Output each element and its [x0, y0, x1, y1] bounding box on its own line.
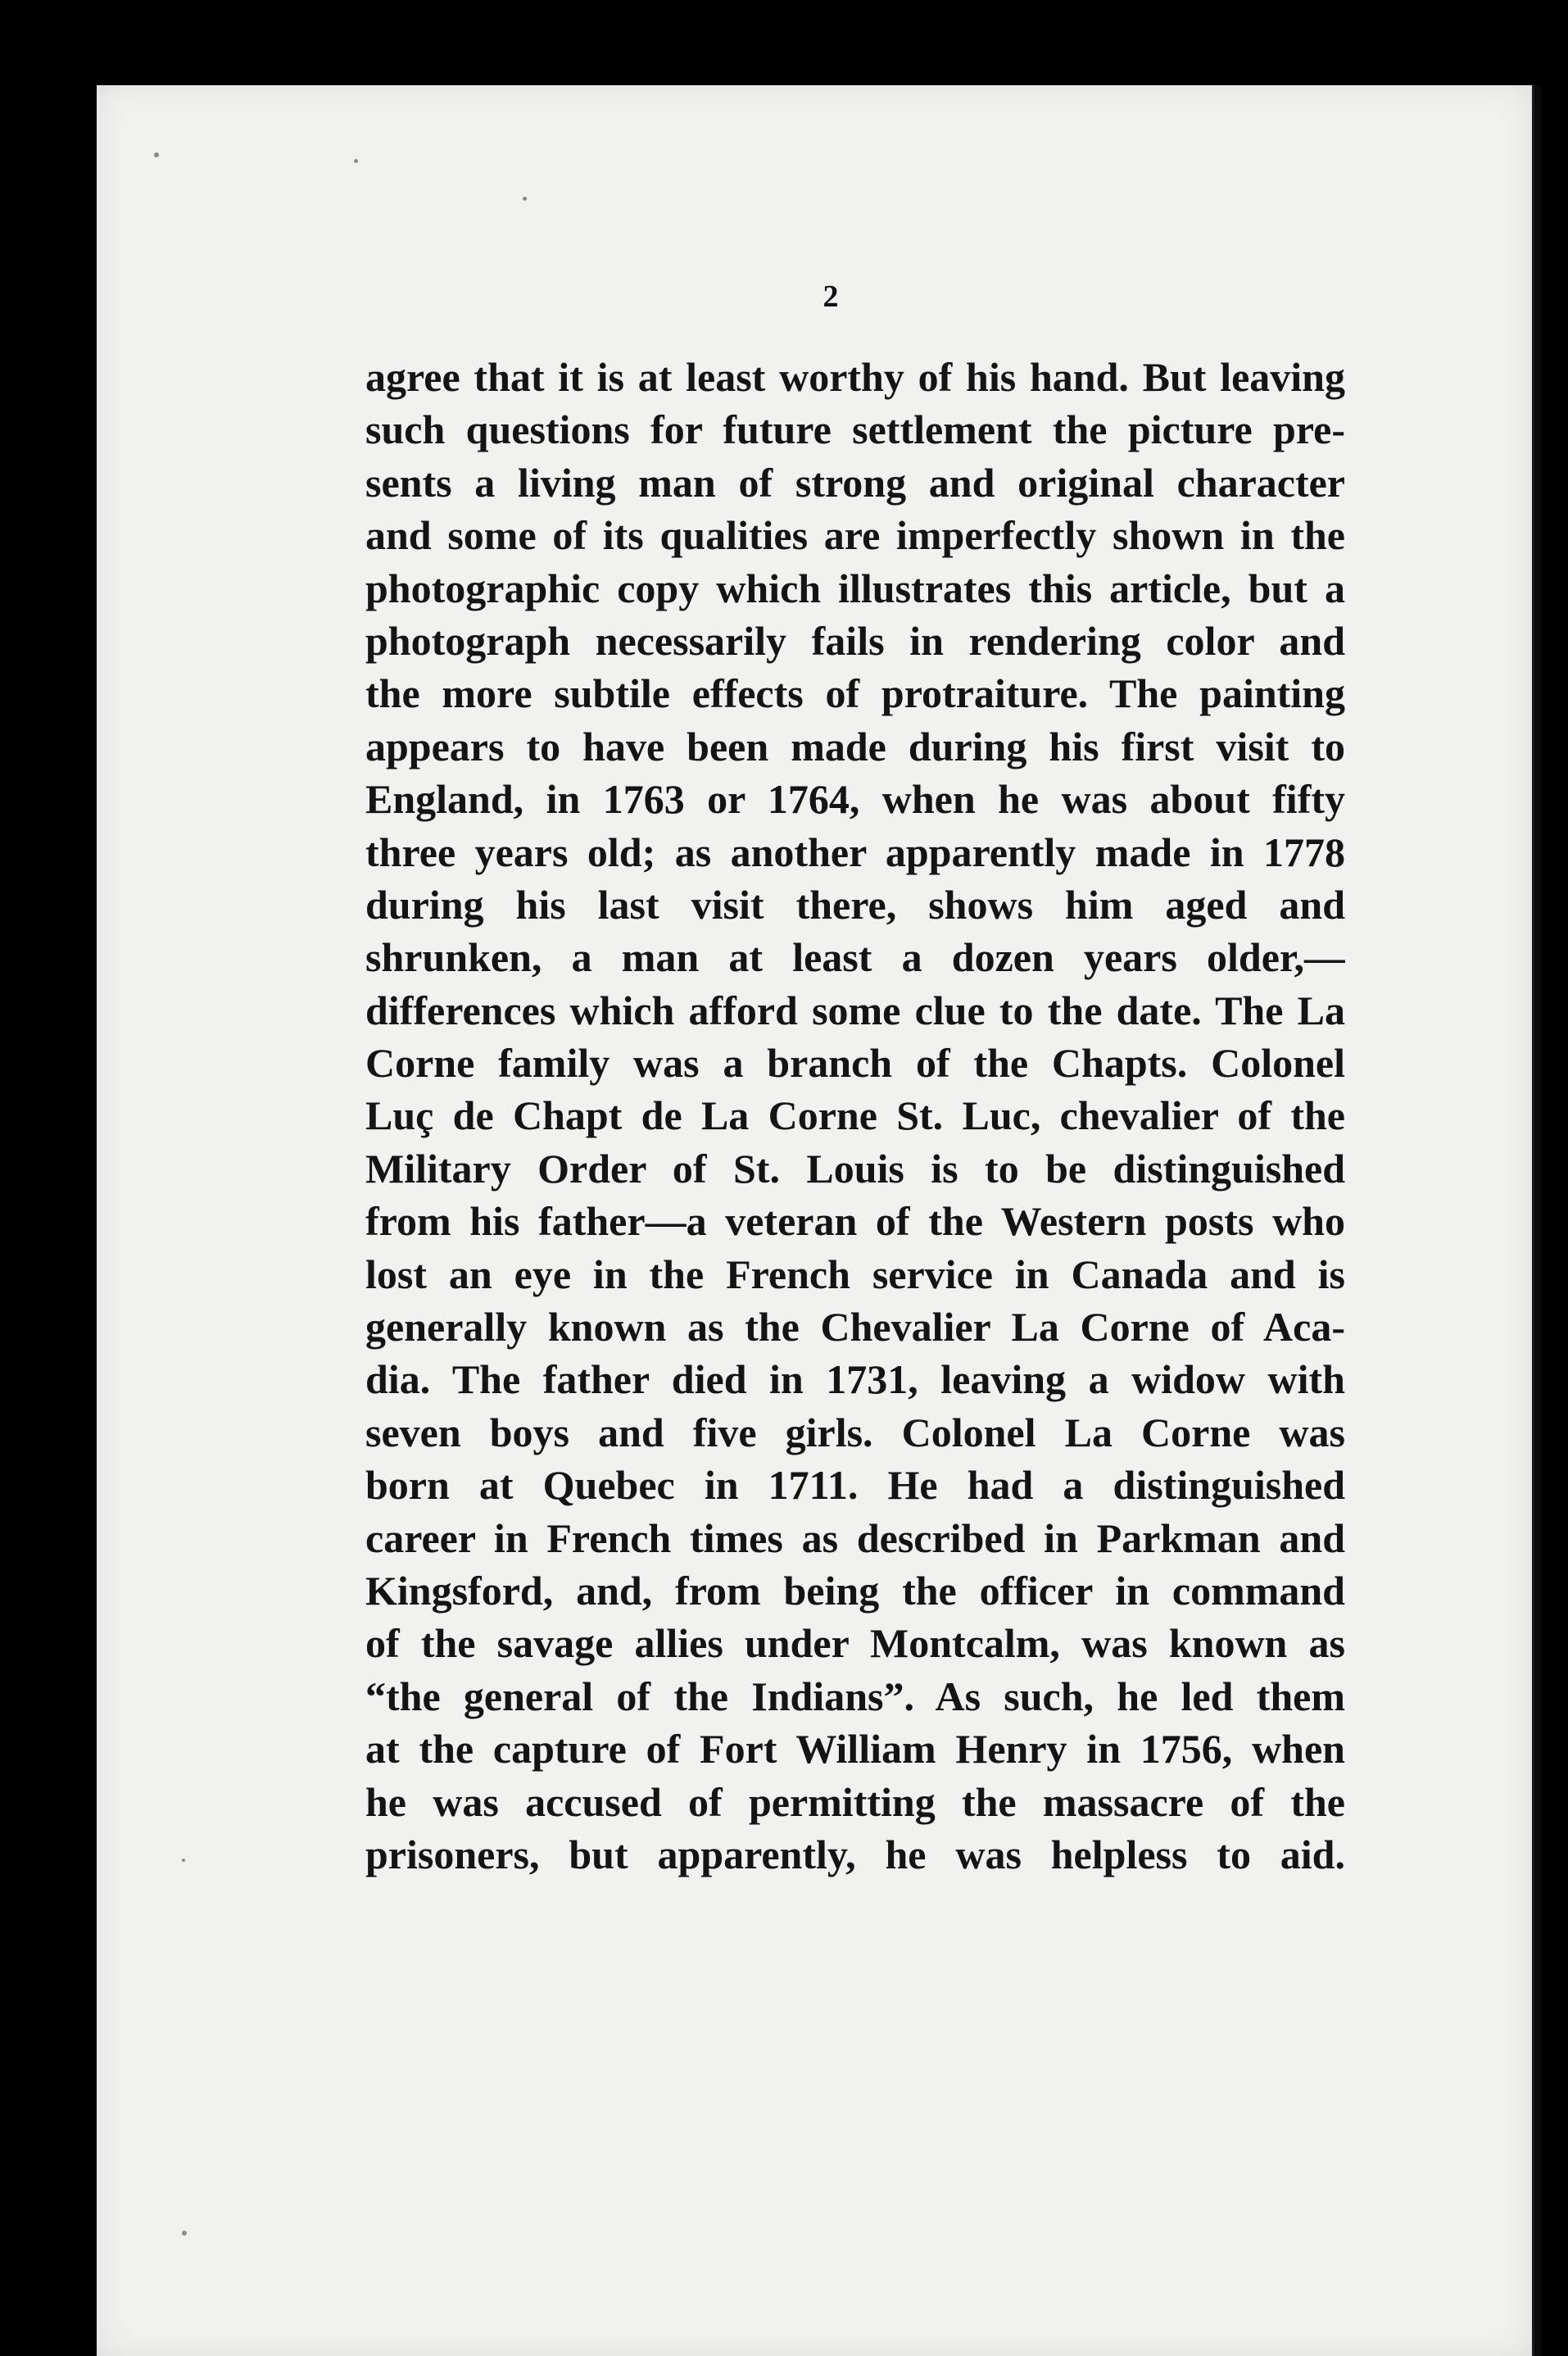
dust-speck — [182, 1859, 185, 1862]
text-line: photograph necessarily fails in rendering color and — [365, 617, 1345, 664]
text-line: Luç de Chapt de La Corne St. Luc, chevalier of the — [365, 1092, 1345, 1139]
text-line: career in French times as described in Parkman and — [365, 1514, 1345, 1561]
text-line: photographic copy which illustrates this article, but a — [365, 565, 1345, 611]
text-line: Corne family was a branch of the Chapts. Colonel — [365, 1040, 1345, 1087]
text-line: “the general of the Indians”. As such, he led them — [365, 1673, 1345, 1719]
text-line: Kingsford, and, from being the officer in command — [365, 1567, 1345, 1614]
text-line: he was accused of permitting the massacre of the — [365, 1778, 1345, 1825]
text-line: shrunken, a man at least a dozen years older,— — [365, 934, 1345, 981]
text-line: agree that it is at least worthy of his hand. But leaving — [365, 354, 1345, 400]
text-line: differences which afford some clue to the date. The La — [365, 987, 1345, 1033]
dust-speck — [523, 197, 527, 201]
dust-speck — [354, 159, 358, 163]
text-line: at the capture of Fort William Henry in 1756, when — [365, 1726, 1345, 1773]
text-line: dia. The father died in 1731, leaving a widow with — [365, 1356, 1345, 1403]
text-line: during his last visit there, shows him aged and — [365, 881, 1345, 928]
text-line: sents a living man of strong and original character — [365, 459, 1345, 506]
text-line: such questions for future settlement the picture pre- — [365, 406, 1345, 453]
text-line: generally known as the Chevalier La Corne of Aca- — [365, 1304, 1345, 1351]
dust-speck — [182, 2231, 187, 2236]
text-line: and some of its qualities are imperfectly shown in the — [365, 512, 1345, 559]
text-line: lost an eye in the French service in Canada and is — [365, 1251, 1345, 1297]
text-line: Military Order of St. Louis is to be distinguished — [365, 1145, 1345, 1192]
dust-speck — [154, 152, 159, 157]
text-line: from his father—a veteran of the Western posts who — [365, 1198, 1345, 1245]
text-line: the more subtile effects of protraiture. The painting — [365, 670, 1345, 717]
body-text — [365, 351, 1345, 1881]
text-line: England, in 1763 or 1764, when he was about fifty — [365, 776, 1345, 823]
text-line: seven boys and five girls. Colonel La Corne was — [365, 1409, 1345, 1455]
text-line: prisoners, but apparently, he was helpless to aid. — [365, 1831, 1345, 1877]
text-line: of the savage allies under Montcalm, was known as — [365, 1620, 1345, 1667]
page-number: 2 — [823, 279, 839, 314]
text-line: three years old; as another apparently made in 1778 — [365, 828, 1345, 875]
page-edge-shadow — [1532, 85, 1541, 2356]
text-line: born at Quebec in 1711. He had a distinguished — [365, 1462, 1345, 1509]
text-line: appears to have been made during his first visit to — [365, 723, 1345, 769]
